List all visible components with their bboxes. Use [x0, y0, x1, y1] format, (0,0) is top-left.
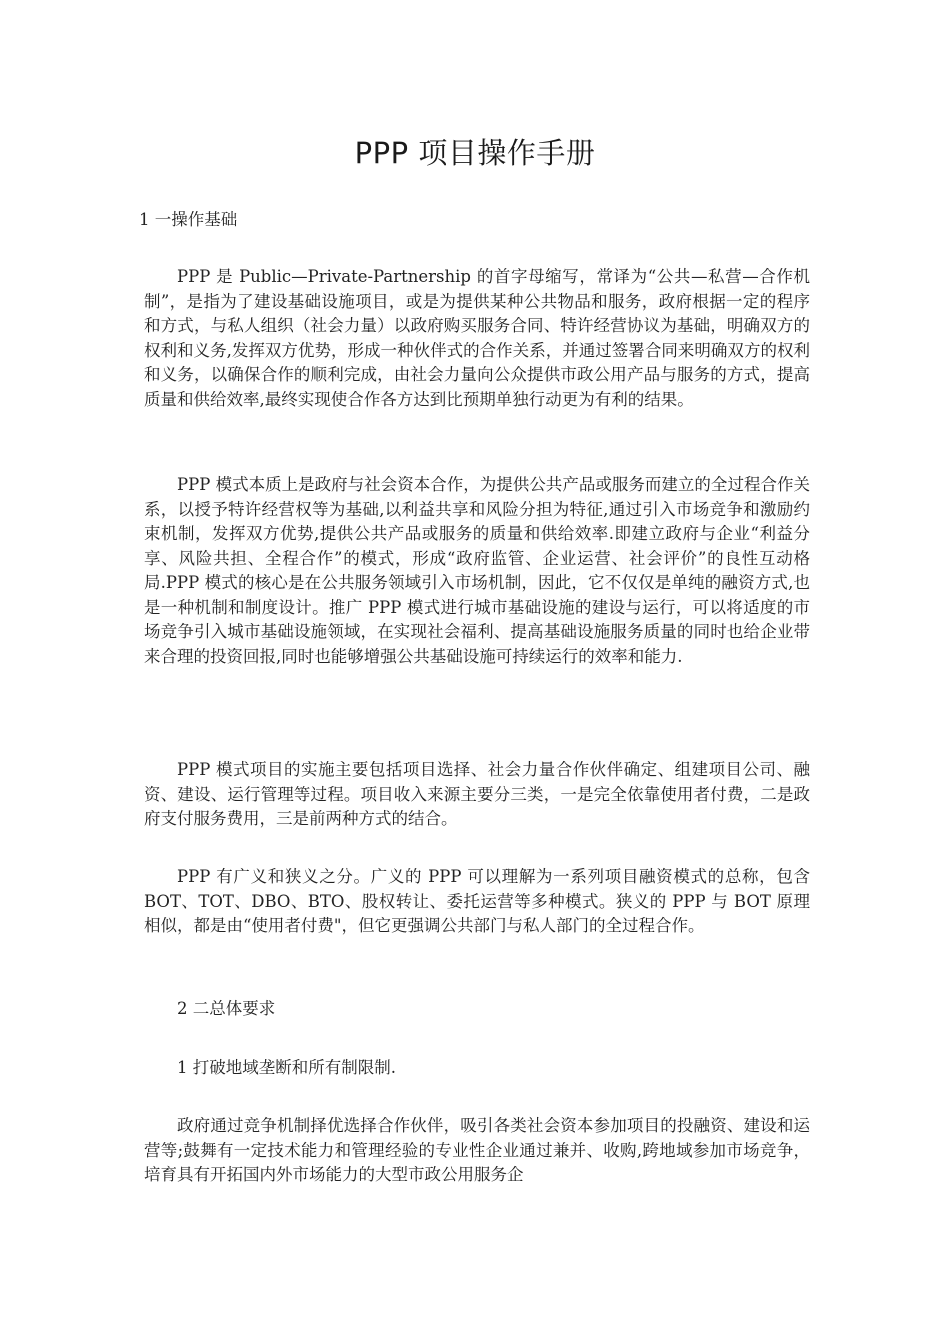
- paragraph-competition-mechanism: 政府通过竞争机制择优选择合作伙伴，吸引各类社会资本参加项目的投融资、建设和运营等;鼓舞有一定技术能力和管理经验的专业性企业通过兼并、收购,跨地域参加市场竞争，培育具有开拓国内外市场能力的大型市政公用服务企: [144, 1116, 810, 1184]
- document-title: PPP 项目操作手册: [354, 136, 596, 170]
- section-heading-general-requirements: 2 二总体要求: [177, 999, 276, 1018]
- paragraph-ppp-essence: PPP 模式本质上是政府与社会资本合作，为提供公共产品或服务而建立的全过程合作关系，以授予特许经营权等为基础,以利益共享和风险分担为特征,通过引入市场竞争和激励约束机制，发挥双方优势,提供公共产品或服务的质量和供给效率.即建立政府与企业“利益分享、风险共担、全程合作”的模式，形成“政府监管、企业运营、社会评价”的良性互动格局.PPP 模式的核心是在公共服务领域引入市场机制，因此，它不仅仅是单纯的融资方式,也是一种机制和制度设计。推广 PPP 模式进行城市基础设施的建设与运行，可以将适度的市场竞争引入城市基础设施领域，在实现社会福利、提高基础设施服务质量的同时也给企业带来合理的投资回报,同时也能够增强公共基础设施可持续运行的效率和能力.: [144, 475, 810, 666]
- paragraph-ppp-definition: PPP 是 Public—Private-Partnership 的首字母缩写，常译为“公共—私营—合作机制”，是指为了建设基础设施项目，或是为提供某种公共物品和服务，政府根据一定的程序和方式，与私人组织（社会力量）以政府购买服务合同、特许经营协议为基础，明确双方的权利和义务,发挥双方优势，形成一种伙伴式的合作关系，并通过签署合同来明确双方的权利和义务，以确保合作的顺利完成，由社会力量向公众提供市政公用产品与服务的方式，提高质量和供给效率,最终实现使合作各方达到比预期单独行动更为有利的结果。: [144, 267, 810, 409]
- paragraph-ppp-broad-narrow: PPP 有广义和狭义之分。广义的 PPP 可以理解为一系列项目融资模式的总称，包含 BOT、TOT、DBO、BTO、股权转让、委托运营等多种模式。狭义的 PPP 与 BOT 原理相似，都是由“使用者付费"，但它更强调公共部门与私人部门的全过程合作。: [144, 867, 810, 935]
- paragraph-ppp-implementation: PPP 模式项目的实施主要包括项目选择、社会力量合作伙伴确定、组建项目公司、融资、建设、运行管理等过程。项目收入来源主要分三类，一是完全依靠使用者付费，二是政府支付服务费用，三是前两种方式的结合。: [144, 760, 810, 828]
- section-heading-operation-basics: 1 一操作基础: [139, 210, 238, 229]
- sub-heading-break-monopoly: 1 打破地域垄断和所有制限制.: [177, 1058, 396, 1077]
